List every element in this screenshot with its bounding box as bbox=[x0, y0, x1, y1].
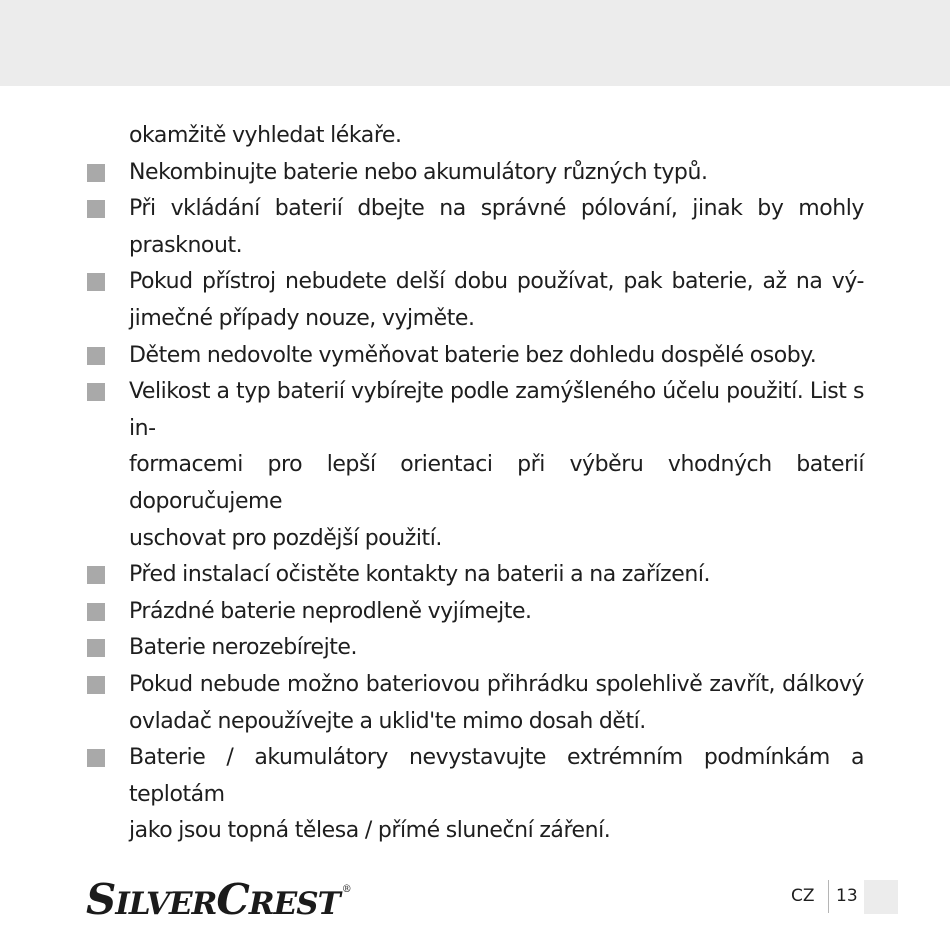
list-item-line: Nekombinujte baterie nebo akumulátory různých typů. bbox=[129, 159, 708, 185]
list-item-line: Baterie / akumulátory nevystavujte extrémním podmínkám a teplotám bbox=[129, 745, 864, 807]
page-number: 13 bbox=[836, 886, 858, 906]
list-item bbox=[86, 740, 864, 850]
square-bullet-icon bbox=[87, 639, 105, 657]
list-item-line: Prázdné baterie neprodleně vyjímejte. bbox=[129, 598, 532, 624]
square-bullet-icon bbox=[87, 347, 105, 365]
page-tab-marker bbox=[864, 880, 898, 914]
language-code: CZ bbox=[791, 886, 815, 906]
list-item-line: Při vkládání baterií dbejte na správné pólování, jinak by mohly prasknout. bbox=[129, 196, 864, 258]
list-item bbox=[86, 630, 864, 667]
square-bullet-icon bbox=[87, 164, 105, 182]
list-item bbox=[86, 264, 864, 337]
bullet-list bbox=[86, 155, 864, 850]
square-bullet-icon bbox=[87, 383, 105, 401]
list-item-line: Pokud nebude možno bateriovou přihrádku spolehlivě zavřít, dálkový bbox=[129, 671, 864, 697]
square-bullet-icon bbox=[87, 566, 105, 584]
square-bullet-icon bbox=[87, 749, 105, 767]
list-item-line: Pokud přístroj nebudete delší dobu používat, pak baterie, až na vý- bbox=[129, 269, 864, 295]
footer-divider bbox=[828, 880, 829, 913]
square-bullet-icon bbox=[87, 200, 105, 218]
list-item bbox=[86, 594, 864, 631]
continuation-text: okamžitě vyhledat lékaře. bbox=[129, 123, 402, 148]
silvercrest-logo: SILVERCREST ® bbox=[86, 875, 352, 924]
square-bullet-icon bbox=[87, 603, 105, 621]
square-bullet-icon bbox=[87, 273, 105, 291]
list-item-line: formacemi pro lepší orientaci při výběru vhodných baterií doporučujeme bbox=[129, 452, 864, 514]
list-item-line: Baterie nerozebírejte. bbox=[129, 635, 358, 661]
list-item-line: uschovat pro pozdější použití. bbox=[129, 525, 442, 551]
list-item bbox=[86, 338, 864, 375]
list-item-line: jako jsou topná tělesa / přímé sluneční záření. bbox=[129, 818, 611, 844]
list-item-line: jimečné případy nouze, vyjměte. bbox=[129, 305, 475, 331]
list-item-line: ovladač nepoužívejte a uklid'te mimo dosah dětí. bbox=[129, 708, 646, 734]
list-item bbox=[86, 374, 864, 557]
list-item bbox=[86, 667, 864, 740]
safety-instructions bbox=[86, 118, 864, 850]
list-item-line: Před instalací očistěte kontakty na baterii a na zařízení. bbox=[129, 562, 711, 588]
list-item bbox=[86, 191, 864, 264]
page-header-band bbox=[0, 0, 950, 86]
list-item bbox=[86, 155, 864, 192]
square-bullet-icon bbox=[87, 676, 105, 694]
list-item-line: Dětem nedovolte vyměňovat baterie bez dohledu dospělé osoby. bbox=[129, 342, 817, 368]
list-item bbox=[86, 557, 864, 594]
list-item-line: Velikost a typ baterií vybírejte podle zamýšleného účelu použití. List s in- bbox=[129, 379, 864, 441]
